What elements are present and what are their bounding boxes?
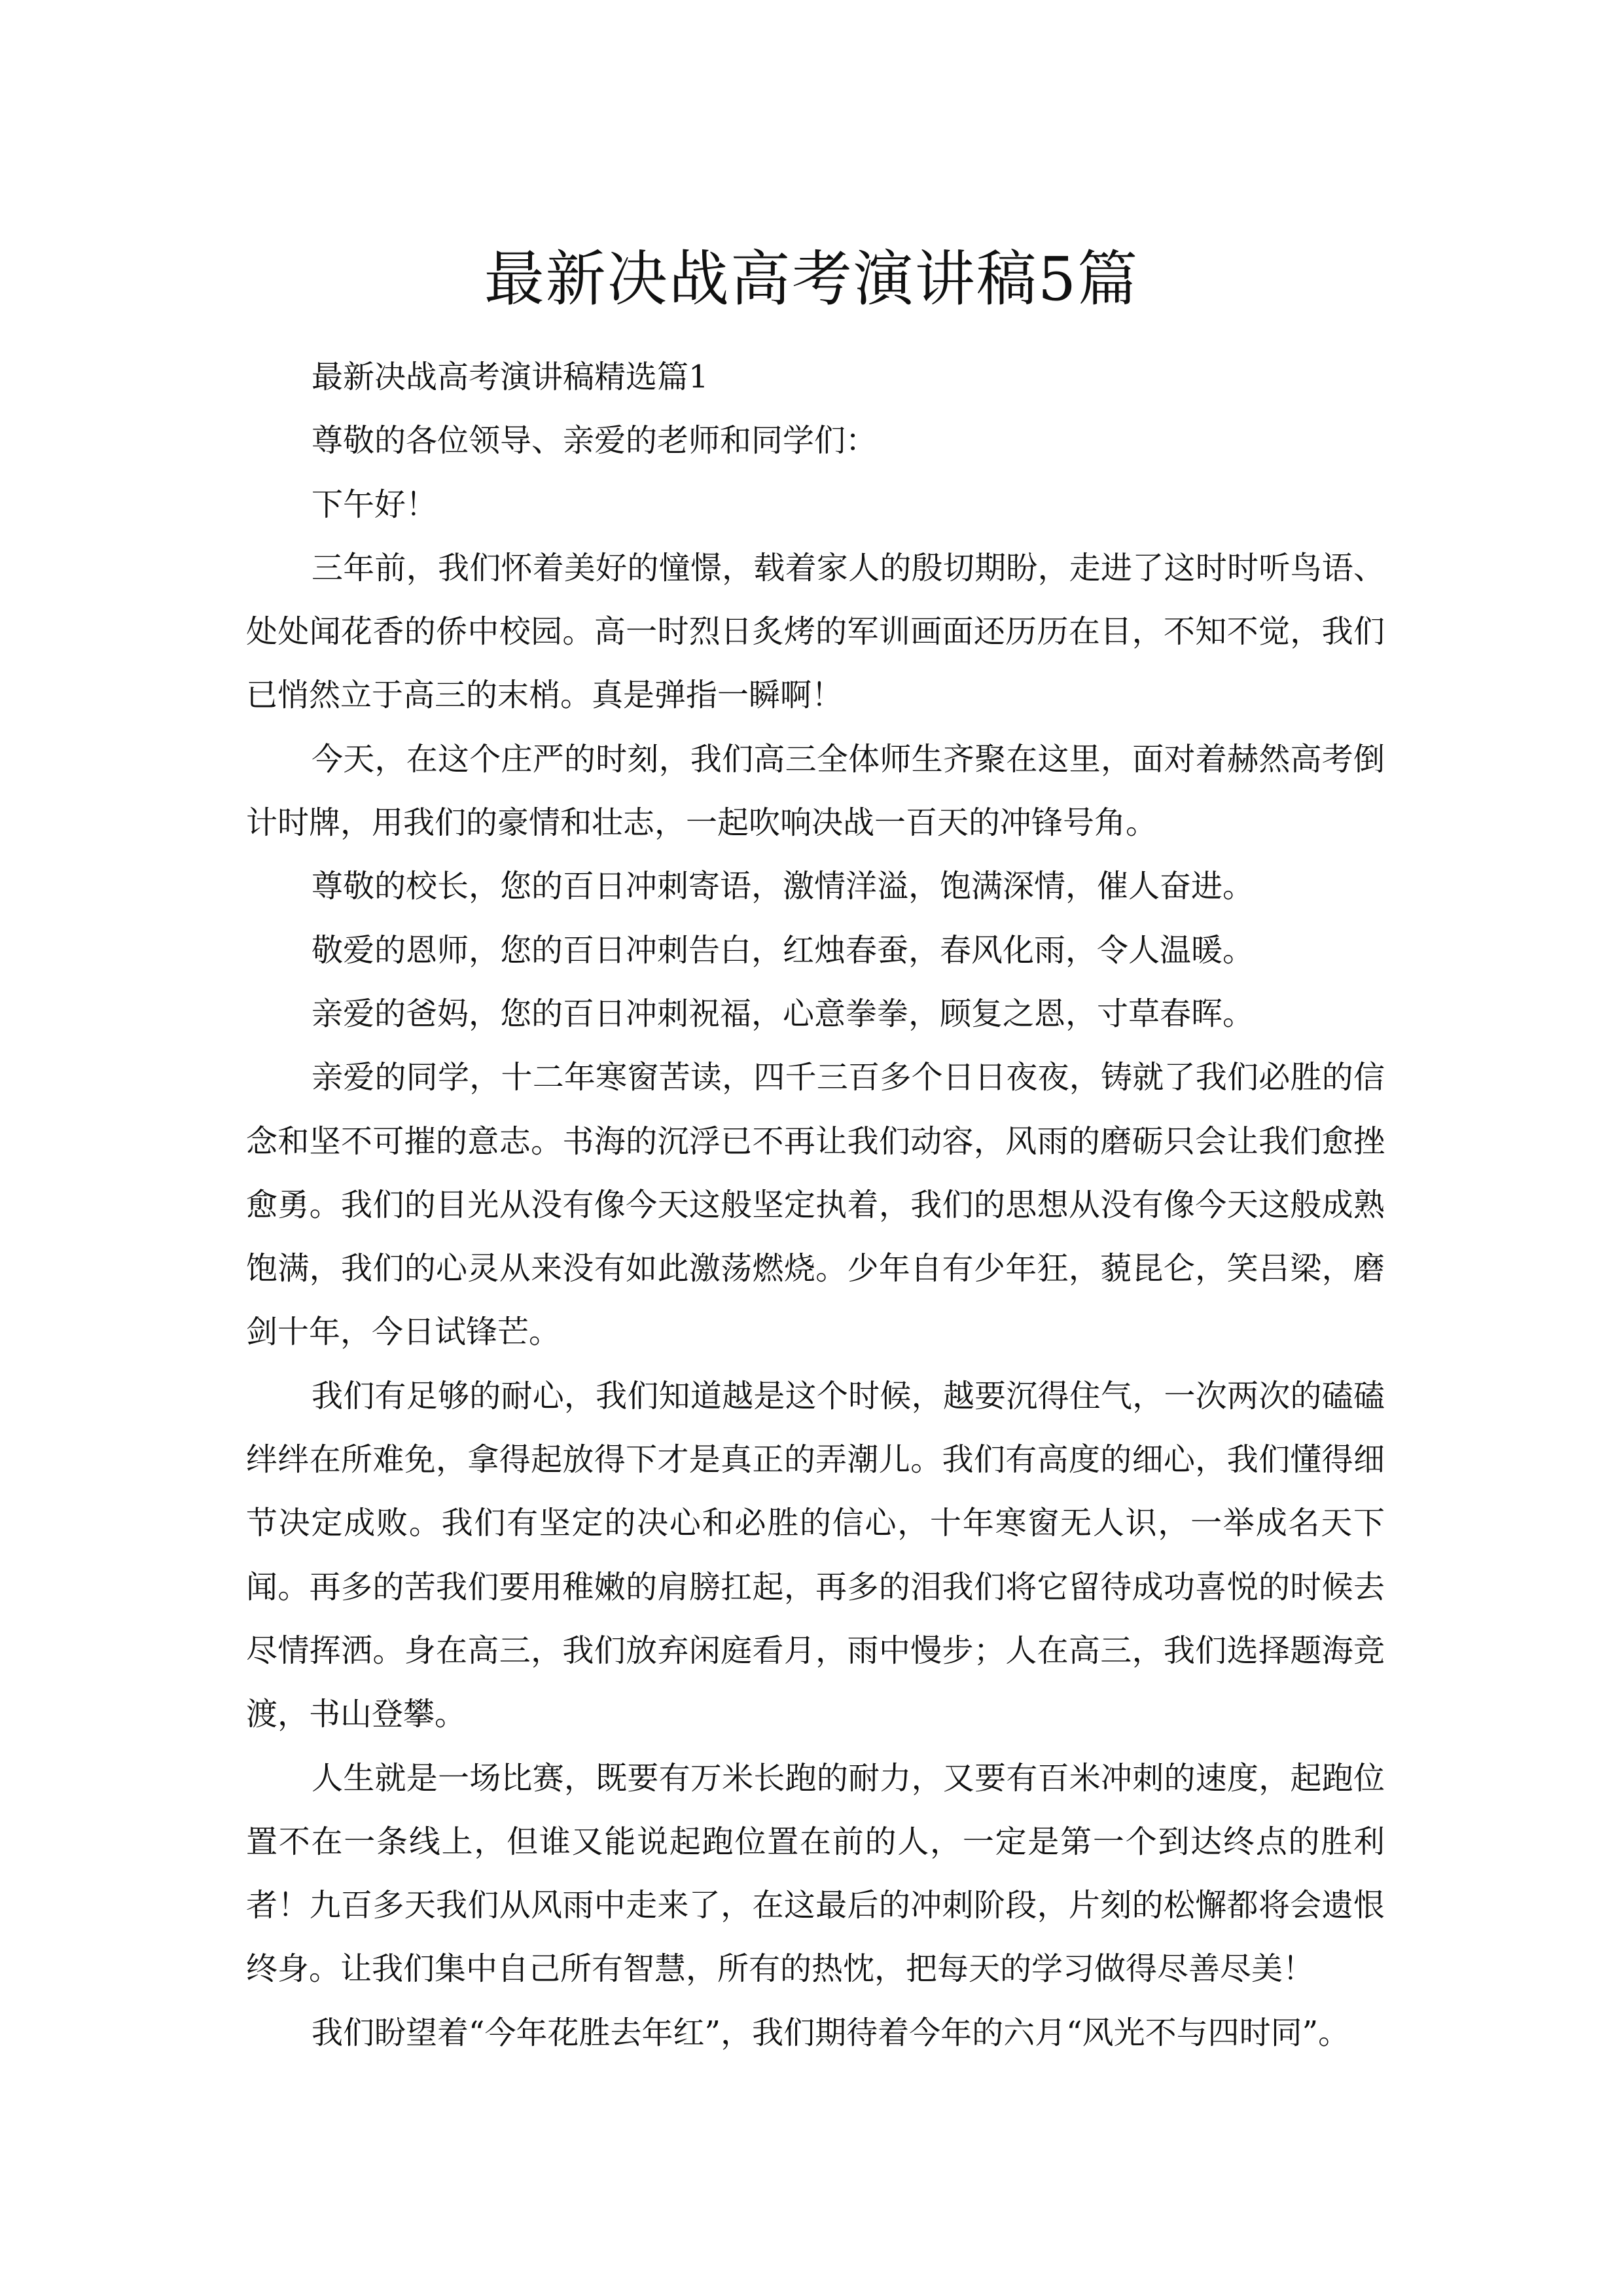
- paragraph: 人生就是一场比赛，既要有万米长跑的耐力，又要有百米冲刺的速度，起跑位置不在一条线上，但谁又能说起跑位置在前的人，一定是第一个到达终点的胜利者！九百多天我们从风雨中走来了，在这最后的冲刺阶段，片刻的松懈都将会遗恨终身。让我们集中自己所有智慧，所有的热忱，把每天的学习做得尽善尽美！: [246, 1759, 1385, 1988]
- section-heading: 最新决战高考演讲稿精选篇1: [312, 359, 709, 395]
- paragraph: 尊敬的校长，您的百日冲刺寄语，激情洋溢，饱满深情，催人奋进。: [312, 868, 1255, 905]
- paragraph: 三年前，我们怀着美好的憧憬，载着家人的殷切期盼，走进了这时时听鸟语、处处闻花香的侨中校园。高一时烈日炙烤的军训画面还历历在目，不知不觉，我们已悄然立于高三的末梢。真是弹指一瞬啊！: [246, 549, 1385, 714]
- paragraph: 敬爱的恩师，您的百日冲刺告白，红烛春蚕，春风化雨，令人温暖。: [312, 931, 1255, 969]
- page-title: 最新决战高考演讲稿5篇: [484, 243, 1139, 314]
- paragraph: 我们盼望着“今年花胜去年红”，我们期待着今年的六月“风光不与四时同”。: [312, 2014, 1350, 2051]
- paragraph: 今天，在这个庄严的时刻，我们高三全体师生齐聚在这里，面对着赫然高考倒计时牌，用我们的豪情和壮志，一起吹响决战一百天的冲锋号角。: [246, 740, 1385, 842]
- paragraph: 亲爱的同学，十二年寒窗苦读，四千三百多个日日夜夜，铸就了我们必胜的信念和坚不可摧的意志。书海的沉浮已不再让我们动容，风雨的磨砺只会让我们愈挫愈勇。我们的目光从没有像今天这般坚定执着，我们的思想从没有像今天这般成熟饱满，我们的心灵从来没有如此激荡燃烧。少年自有少年狂，藐昆仑，笑吕梁，磨剑十年，今日试锋芒。: [246, 1059, 1385, 1351]
- paragraph: 我们有足够的耐心，我们知道越是这个时候，越要沉得住气，一次两次的磕磕绊绊在所难免，拿得起放得下才是真正的弄潮儿。我们有高度的细心，我们懂得细节决定成败。我们有坚定的决心和必胜的信心，十年寒窗无人识，一举成名天下闻。再多的苦我们要用稚嫩的肩膀扛起，再多的泪我们将它留待成功喜悦的时候去尽情挥洒。身在高三，我们放弃闲庭看月，雨中慢步；人在高三，我们选择题海竞渡，书山登攀。: [246, 1377, 1385, 1733]
- salutation: 尊敬的各位领导、亲爱的老师和同学们：: [312, 422, 878, 459]
- paragraph: 亲爱的爸妈，您的百日冲刺祝福，心意拳拳，顾复之恩，寸草春晖。: [312, 995, 1255, 1032]
- greeting: 下午好！: [312, 486, 438, 523]
- article-body: [246, 346, 1385, 2065]
